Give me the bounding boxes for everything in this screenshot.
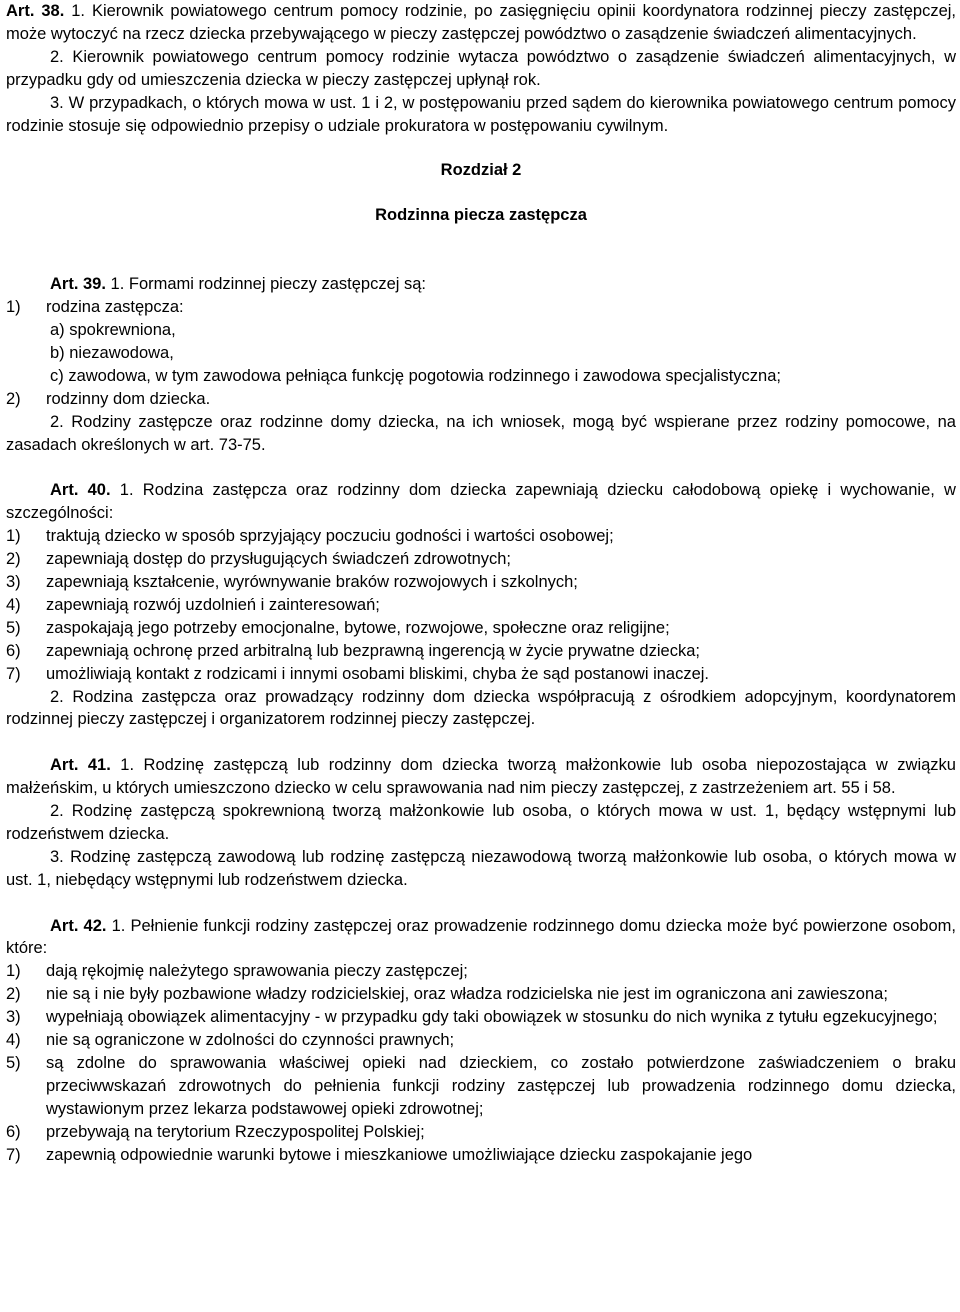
list-item-text: są zdolne do sprawowania właściwej opieki nad dzieckiem, co zostało potwierdzone zaświadczeniem o braku przeciwwskazań zdrowotnych do pełnienia funkcji rodziny zastępczej lub prowadzenia rodzinnego domu dziecka, wystawionym przez lekarza podstawowej opieki zdrowotnej; <box>46 1054 956 1118</box>
list-item-number: 2) <box>6 550 21 569</box>
paragraph-number: 1. <box>120 756 135 775</box>
list-item-text: rodzinny dom dziecka. <box>46 389 211 408</box>
art-39-paragraph-2: 2. Rodziny zastępcze oraz rodzinne domy dziecka, na ich wniosek, mogą być wspierane przez rodziny pomocowe, na zasadach określonych w art. 73-75. <box>6 412 956 454</box>
paragraph-number: 1. <box>111 916 126 935</box>
art-41-paragraph-3: 3. Rodzinę zastępczą zawodową lub rodzinę zastępczą niezawodową tworzą małżonkowie lub osoba, o których mowa w ust. 1, niebędący wstępnymi lub rodzeństwem dziecka. <box>6 847 956 889</box>
list-item-number: 3) <box>6 1008 21 1027</box>
list-item <box>6 1144 956 1167</box>
list-item-text: zapewniają kształcenie, wyrównywanie braków rozwojowych i szkolnych; <box>46 573 578 592</box>
art-40-paragraph-1 <box>6 479 956 525</box>
article-heading: Art. 41. <box>50 756 111 775</box>
article-heading: Art. 42. <box>50 916 107 935</box>
list-item-text: zapewniają ochronę przed arbitralną lub bezprawną ingerencją w życie prywatne dziecka; <box>46 641 700 660</box>
list-item <box>6 1052 956 1121</box>
list-item-number: 4) <box>6 1031 21 1050</box>
list-item-text: traktują dziecko w sposób sprzyjający poczuciu godności i wartości osobowej; <box>46 527 614 546</box>
chapter-title: Rodzinna piecza zastępcza <box>375 206 587 225</box>
list-item-number: 6) <box>6 1122 21 1141</box>
art-42-paragraph-1 <box>6 915 956 961</box>
list-item-number: 6) <box>6 641 21 660</box>
list-item-text: rodzina zastępcza: <box>46 298 184 317</box>
paragraph-text: Rodzinę zastępczą lub rodzinny dom dziecka tworzą małżonkowie lub osoba niepozostająca w związku małżeńskim, u których umieszczono dziecko w celu sprawowania nad nim pieczy zastępczej, z zastrzeżeniem art. 55 i 58. <box>6 756 956 798</box>
list-item-number: 1) <box>6 527 21 546</box>
list-item-text: umożliwiają kontakt z rodzicami i innymi osobami bliskimi, chyba że sąd postanowi inaczej. <box>46 664 710 683</box>
list-item-text: dają rękojmię należytego sprawowania pieczy zastępczej; <box>46 962 468 981</box>
list-item-text: zaspokajają jego potrzeby emocjonalne, bytowe, rozwojowe, społeczne oraz religijne; <box>46 618 670 637</box>
article-heading: Art. 38. <box>6 2 65 20</box>
art-39-paragraph-1 <box>6 273 956 296</box>
list-item-number: 7) <box>6 1145 21 1164</box>
list-item <box>6 1006 956 1029</box>
paragraph-text: Formami rodzinnej pieczy zastępczej są: <box>128 275 427 294</box>
list-item-number: 4) <box>6 595 21 614</box>
list-item-text: wypełniają obowiązek alimentacyjny - w przypadku gdy taki obowiązek w stosunku do nich wynika z tytułu egzekucyjnego; <box>46 1008 938 1027</box>
list-item-number: 5) <box>6 618 21 637</box>
list-item <box>6 525 956 548</box>
list-item <box>6 571 956 594</box>
list-item-number: 7) <box>6 664 21 683</box>
art-38-paragraph-3: 3. W przypadkach, o których mowa w ust. 1 i 2, w postępowaniu przed sądem do kierownika powiatowego centrum pomocy rodzinie stosuje się odpowiednio przepisy o udziale prokuratora w postępowaniu cywilnym. <box>6 93 956 135</box>
paragraph-number: 1. <box>119 481 134 500</box>
sub-item: b) niezawodowa, <box>50 343 174 362</box>
list-item <box>6 388 956 411</box>
list-item <box>6 617 956 640</box>
list-item-number: 2) <box>6 389 21 408</box>
list-item-number: 1) <box>6 298 21 317</box>
list-item-text: nie są i nie były pozbawione władzy rodzicielskiej, oraz władza rodzicielska nie jest im ograniczona ani zawieszona; <box>46 985 888 1004</box>
chapter-number: Rozdział 2 <box>440 161 522 180</box>
article-heading: Art. 39. <box>50 275 106 294</box>
list-item <box>6 296 956 319</box>
paragraph-number: 1. <box>110 275 125 294</box>
list-item <box>6 663 956 686</box>
document-page <box>6 0 956 1167</box>
art-38-paragraph-1 <box>6 0 956 46</box>
list-item <box>6 1029 956 1052</box>
paragraph-text: Rodzina zastępcza oraz rodzinny dom dziecka zapewniają dziecku całodobową opiekę i wychowanie, w szczególności: <box>6 481 956 523</box>
list-item-text: przebywają na terytorium Rzeczypospolitej Polskiej; <box>46 1122 425 1141</box>
list-item-number: 5) <box>6 1054 21 1073</box>
article-heading: Art. 40. <box>50 481 111 500</box>
list-item <box>6 1121 956 1144</box>
list-item <box>6 983 956 1006</box>
list-item-text: zapewniają rozwój uzdolnień i zainteresowań; <box>46 595 380 614</box>
art-38-paragraph-2: 2. Kierownik powiatowego centrum pomocy rodzinie wytacza powództwo o zasądzenie świadczeń alimentacyjnych, w przypadku gdy od umieszczenia dziecka w pieczy zastępczej upłynął rok. <box>6 47 956 89</box>
paragraph-text: Pełnienie funkcji rodziny zastępczej oraz prowadzenie rodzinnego domu dziecka może być powierzone osobom, które: <box>6 916 956 958</box>
sub-item: c) zawodowa, w tym zawodowa pełniąca funkcję pogotowia rodzinnego i zawodowa specjalistyczna; <box>50 366 781 385</box>
list-item-text: nie są ograniczone w zdolności do czynności prawnych; <box>46 1031 455 1050</box>
list-item-text: zapewniają dostęp do przysługujących świadczeń zdrowotnych; <box>46 550 512 569</box>
list-item <box>6 548 956 571</box>
art-41-paragraph-1 <box>6 754 956 800</box>
list-item-number: 3) <box>6 573 21 592</box>
list-item <box>6 960 956 983</box>
paragraph-text: Kierownik powiatowego centrum pomocy rodzinie, po zasięgnięciu opinii koordynatora rodzinnej pieczy zastępczej, może wytoczyć na rzecz dziecka przebywającego w pieczy zastępczej powództwo o zasądzenie świadczeń alimentacyjnych. <box>6 2 957 43</box>
art-40-paragraph-2: 2. Rodzina zastępcza oraz prowadzący rodzinny dom dziecka współpracują z ośrodkiem adopcyjnym, koordynatorem rodzinnej pieczy zastępczej i organizatorem rodzinnej pieczy zastępczej. <box>6 687 956 729</box>
list-item-text: zapewnią odpowiednie warunki bytowe i mieszkaniowe umożliwiające dziecku zaspokajanie jego <box>46 1145 753 1164</box>
art-41-paragraph-2: 2. Rodzinę zastępczą spokrewnioną tworzą małżonkowie lub osoba, o których mowa w ust. 1, będący wstępnymi lub rodzeństwem dziecka. <box>6 802 956 843</box>
list-item-number: 2) <box>6 985 21 1004</box>
paragraph-number: 1. <box>71 2 85 20</box>
list-item-number: 1) <box>6 962 21 981</box>
list-item <box>6 640 956 663</box>
list-item <box>6 594 956 617</box>
sub-item: a) spokrewniona, <box>50 321 176 340</box>
